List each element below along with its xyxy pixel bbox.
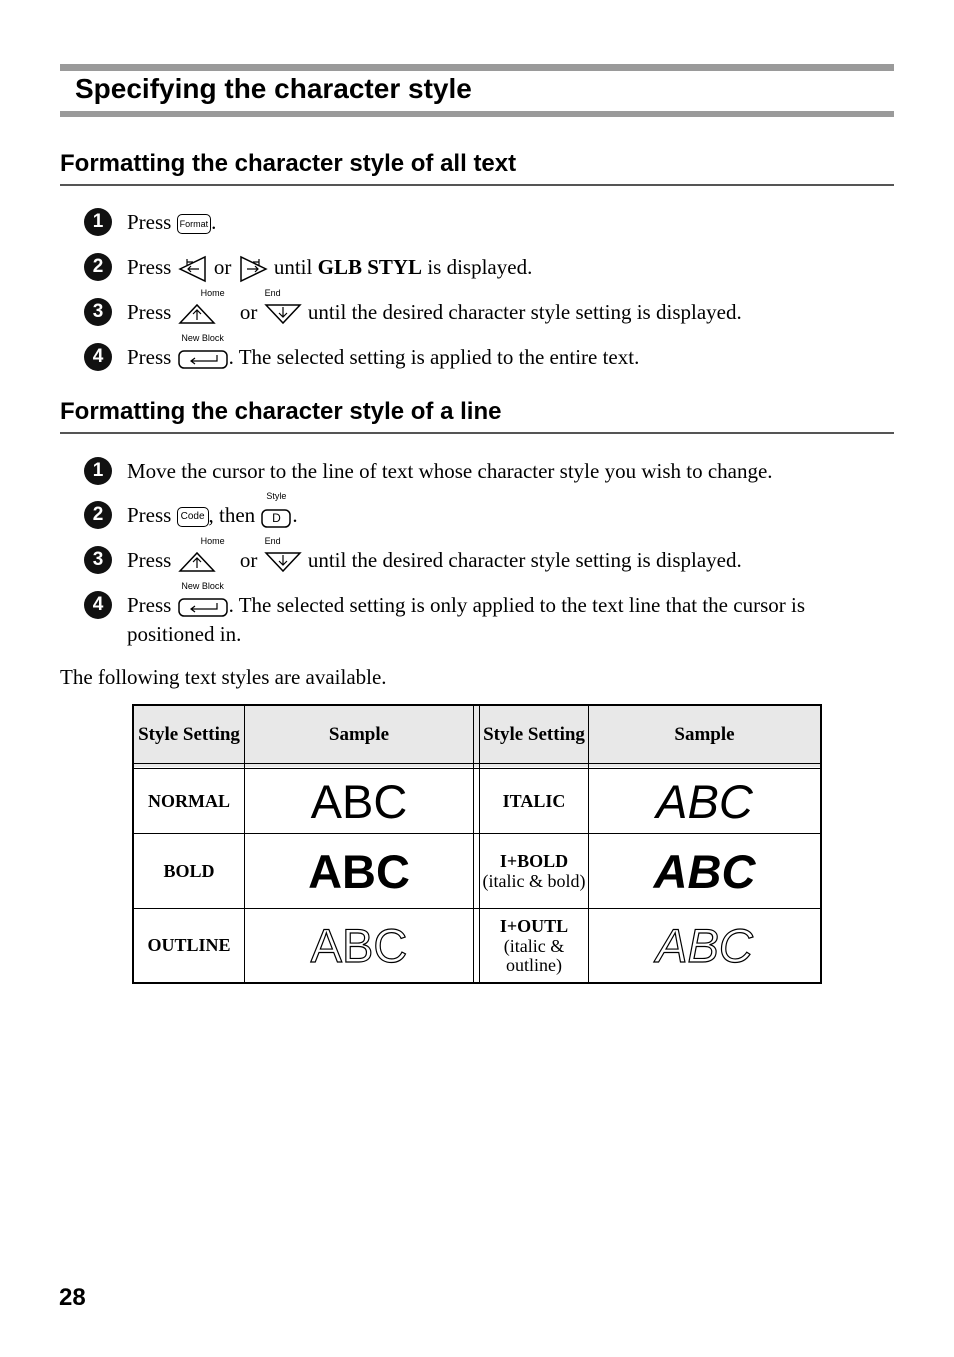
step-4 bbox=[84, 581, 894, 649]
right-arrow-key-icon bbox=[237, 254, 269, 284]
column-divider bbox=[473, 706, 474, 982]
format-key-icon: Format bbox=[177, 214, 212, 234]
enter-key-icon bbox=[177, 333, 229, 371]
step-number: 4 bbox=[84, 343, 112, 371]
sample-bold: ABC bbox=[308, 844, 410, 898]
section-title: Specifying the character style bbox=[75, 73, 472, 104]
step-3 bbox=[84, 288, 894, 327]
header-style-setting: Style Setting bbox=[483, 724, 585, 745]
code-key-icon: Code bbox=[177, 507, 209, 527]
sample-italic-outline: ABC bbox=[656, 919, 753, 972]
style-name-normal: NORMAL bbox=[148, 790, 230, 811]
step-number: 2 bbox=[84, 501, 112, 529]
step-text: or bbox=[208, 255, 237, 279]
text-styles-table bbox=[132, 704, 822, 984]
subsection-title-all-text: Formatting the character style of all text bbox=[60, 150, 894, 186]
step-text: , then bbox=[208, 503, 261, 527]
style-name-italic-bold bbox=[480, 834, 588, 908]
step-number: 1 bbox=[84, 457, 112, 485]
key-label: New Block bbox=[181, 581, 224, 592]
step-text: is displayed. bbox=[422, 255, 533, 279]
header-sample: Sample bbox=[674, 724, 735, 745]
step-2 bbox=[84, 253, 894, 284]
style-name: I+OUTL bbox=[499, 916, 569, 936]
style-name-outline: OUTLINE bbox=[147, 935, 231, 955]
up-arrow-key-icon bbox=[177, 536, 235, 574]
step-3 bbox=[84, 536, 894, 575]
style-note: (italic & bold) bbox=[482, 871, 586, 891]
step-text: Press bbox=[127, 548, 177, 572]
key-letter: D bbox=[272, 511, 281, 526]
row-divider bbox=[134, 763, 820, 764]
step-text: Move the cursor to the line of text whose character style you wish to change. bbox=[127, 459, 773, 483]
display-value: GLB STYL bbox=[317, 255, 423, 279]
sample-outline: ABC bbox=[310, 919, 408, 972]
subsection-title-line: Formatting the character style of a line bbox=[60, 398, 894, 434]
step-text: until bbox=[268, 255, 318, 279]
step-4 bbox=[84, 333, 894, 372]
step-text: until the desired character style setting is displayed. bbox=[302, 548, 742, 572]
key-label: Home bbox=[200, 536, 225, 547]
step-text: or bbox=[234, 300, 263, 324]
header-style-setting: Style Setting bbox=[138, 724, 240, 745]
step-2 bbox=[84, 491, 894, 530]
header-rule-bottom bbox=[60, 111, 894, 117]
page-number: 28 bbox=[59, 1284, 86, 1311]
up-arrow-key-icon bbox=[177, 288, 235, 326]
step-number: 3 bbox=[84, 298, 112, 326]
left-arrow-key-icon bbox=[177, 254, 209, 284]
sample-normal: ABC bbox=[310, 774, 408, 828]
step-text: until the desired character style setting is displayed. bbox=[302, 300, 742, 324]
step-text: . The selected setting is applied to the entire text. bbox=[228, 345, 640, 369]
step-text: . bbox=[292, 503, 298, 527]
step-text: Press bbox=[127, 503, 177, 527]
key-label: Home bbox=[200, 288, 225, 299]
step-number: 2 bbox=[84, 253, 112, 281]
style-name-italic-outline bbox=[480, 909, 588, 982]
style-name-italic: ITALIC bbox=[502, 790, 566, 811]
step-text: Press bbox=[127, 255, 177, 279]
sample-italic-bold: ABC bbox=[653, 844, 756, 898]
sample-italic: ABC bbox=[656, 774, 753, 828]
step-number: 1 bbox=[84, 208, 112, 236]
step-1 bbox=[84, 208, 894, 237]
step-number: 3 bbox=[84, 546, 112, 574]
step-text: . bbox=[211, 210, 217, 234]
step-text: Press bbox=[127, 345, 177, 369]
down-arrow-key-icon bbox=[263, 288, 303, 326]
step-text: Press bbox=[127, 593, 177, 617]
section-header bbox=[60, 64, 894, 118]
style-name-bold: BOLD bbox=[163, 860, 215, 881]
d-key-icon bbox=[260, 491, 292, 529]
available-styles-text: The following text styles are available. bbox=[60, 665, 387, 689]
key-label: End bbox=[264, 536, 281, 547]
step-text: Press bbox=[127, 300, 177, 324]
enter-key-icon bbox=[177, 581, 229, 619]
down-arrow-key-icon bbox=[263, 536, 303, 574]
style-note: (italic & outline) bbox=[503, 936, 565, 975]
key-label: End bbox=[264, 288, 281, 299]
step-1 bbox=[84, 457, 894, 486]
step-text: Press bbox=[127, 210, 177, 234]
step-text: or bbox=[234, 548, 263, 572]
header-rule-top bbox=[60, 64, 894, 71]
key-label: Style bbox=[266, 491, 287, 502]
header-sample: Sample bbox=[328, 724, 390, 745]
key-label: New Block bbox=[181, 333, 224, 344]
step-number: 4 bbox=[84, 591, 112, 619]
step-text: . The selected setting is only applied to the text line that the cursor is positioned in. bbox=[127, 593, 805, 646]
style-name: I+BOLD bbox=[499, 851, 569, 871]
